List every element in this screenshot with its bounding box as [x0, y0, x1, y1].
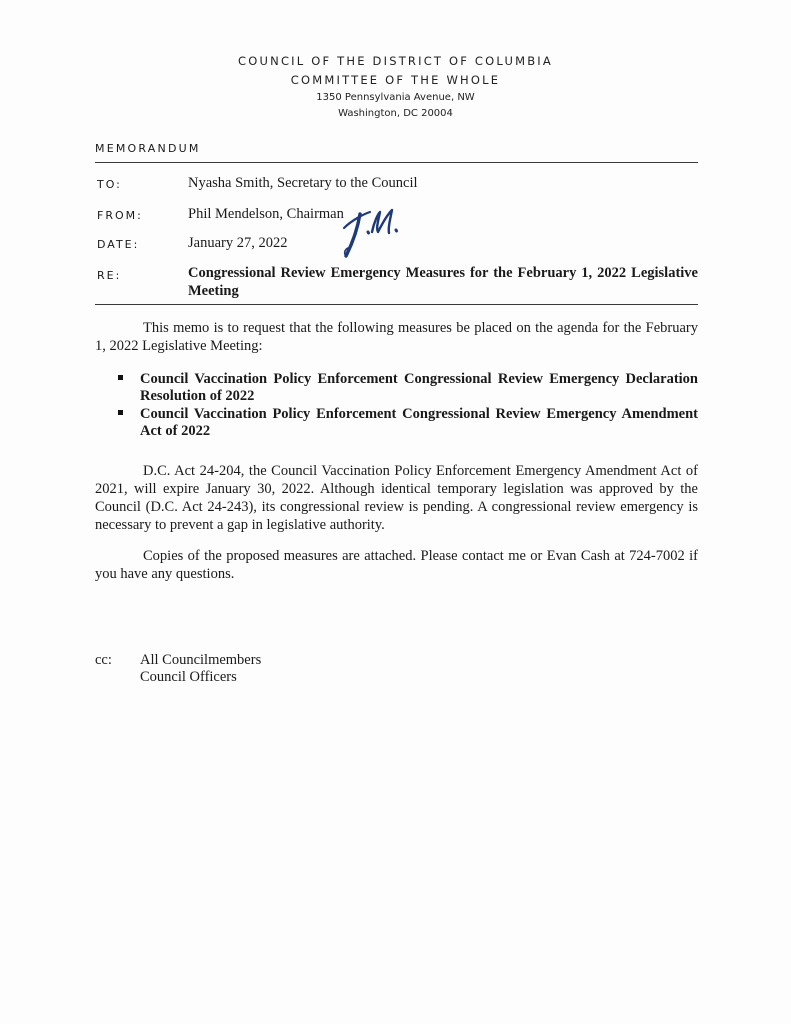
- cc-label: cc:: [95, 652, 112, 668]
- council-name: COUNCIL OF THE DISTRICT OF COLUMBIA: [238, 54, 553, 68]
- cc-recipient: All Councilmembers: [140, 652, 262, 668]
- bullet-icon: [118, 375, 123, 380]
- list-item: [118, 406, 698, 440]
- divider-bottom: [95, 304, 698, 305]
- measures-list: [118, 371, 698, 441]
- bullet-icon: [118, 410, 123, 415]
- re-value: Congressional Review Emergency Measures for the February 1, 2022 Legislative Meeting: [188, 265, 698, 299]
- intro-paragraph: This memo is to request that the following measures be placed on the agenda for the February 1, 2022 Legislative Meeting:: [95, 320, 698, 354]
- to-value: Nyasha Smith, Secretary to the Council: [188, 175, 418, 191]
- to-label: TO:: [97, 178, 122, 191]
- cc-recipient: Council Officers: [140, 669, 237, 685]
- measure-text: Council Vaccination Policy Enforcement Congressional Review Emergency Amendment Act of 2022: [140, 406, 698, 439]
- from-value: Phil Mendelson, Chairman: [188, 206, 344, 222]
- memorandum-label: MEMORANDUM: [95, 142, 201, 155]
- date-value: January 27, 2022: [188, 235, 288, 251]
- address-street: 1350 Pennsylvania Avenue, NW: [316, 92, 475, 103]
- date-label: DATE:: [97, 238, 140, 251]
- measure-text: Council Vaccination Policy Enforcement Congressional Review Emergency Declaration Resolution of 2022: [140, 371, 698, 404]
- address-city: Washington, DC 20004: [338, 108, 453, 119]
- divider-top: [95, 162, 698, 163]
- list-item: [118, 371, 698, 405]
- from-label: FROM:: [97, 209, 143, 222]
- copies-paragraph: Copies of the proposed measures are attached. Please contact me or Evan Cash at 724-7002 if you have any questions.: [95, 548, 698, 582]
- re-label: RE:: [97, 269, 122, 282]
- signature-image: [338, 202, 404, 260]
- committee-name: COMMITTEE OF THE WHOLE: [290, 73, 501, 87]
- act-paragraph: D.C. Act 24-204, the Council Vaccination Policy Enforcement Emergency Amendment Act of 2021, will expire January 30, 2022. Although identical temporary legislation was approved by the Council (D.C. Act 24-243), its congressional review is pending. A congressional review emergency is necessary to prevent a gap in legislative authority.: [95, 463, 698, 533]
